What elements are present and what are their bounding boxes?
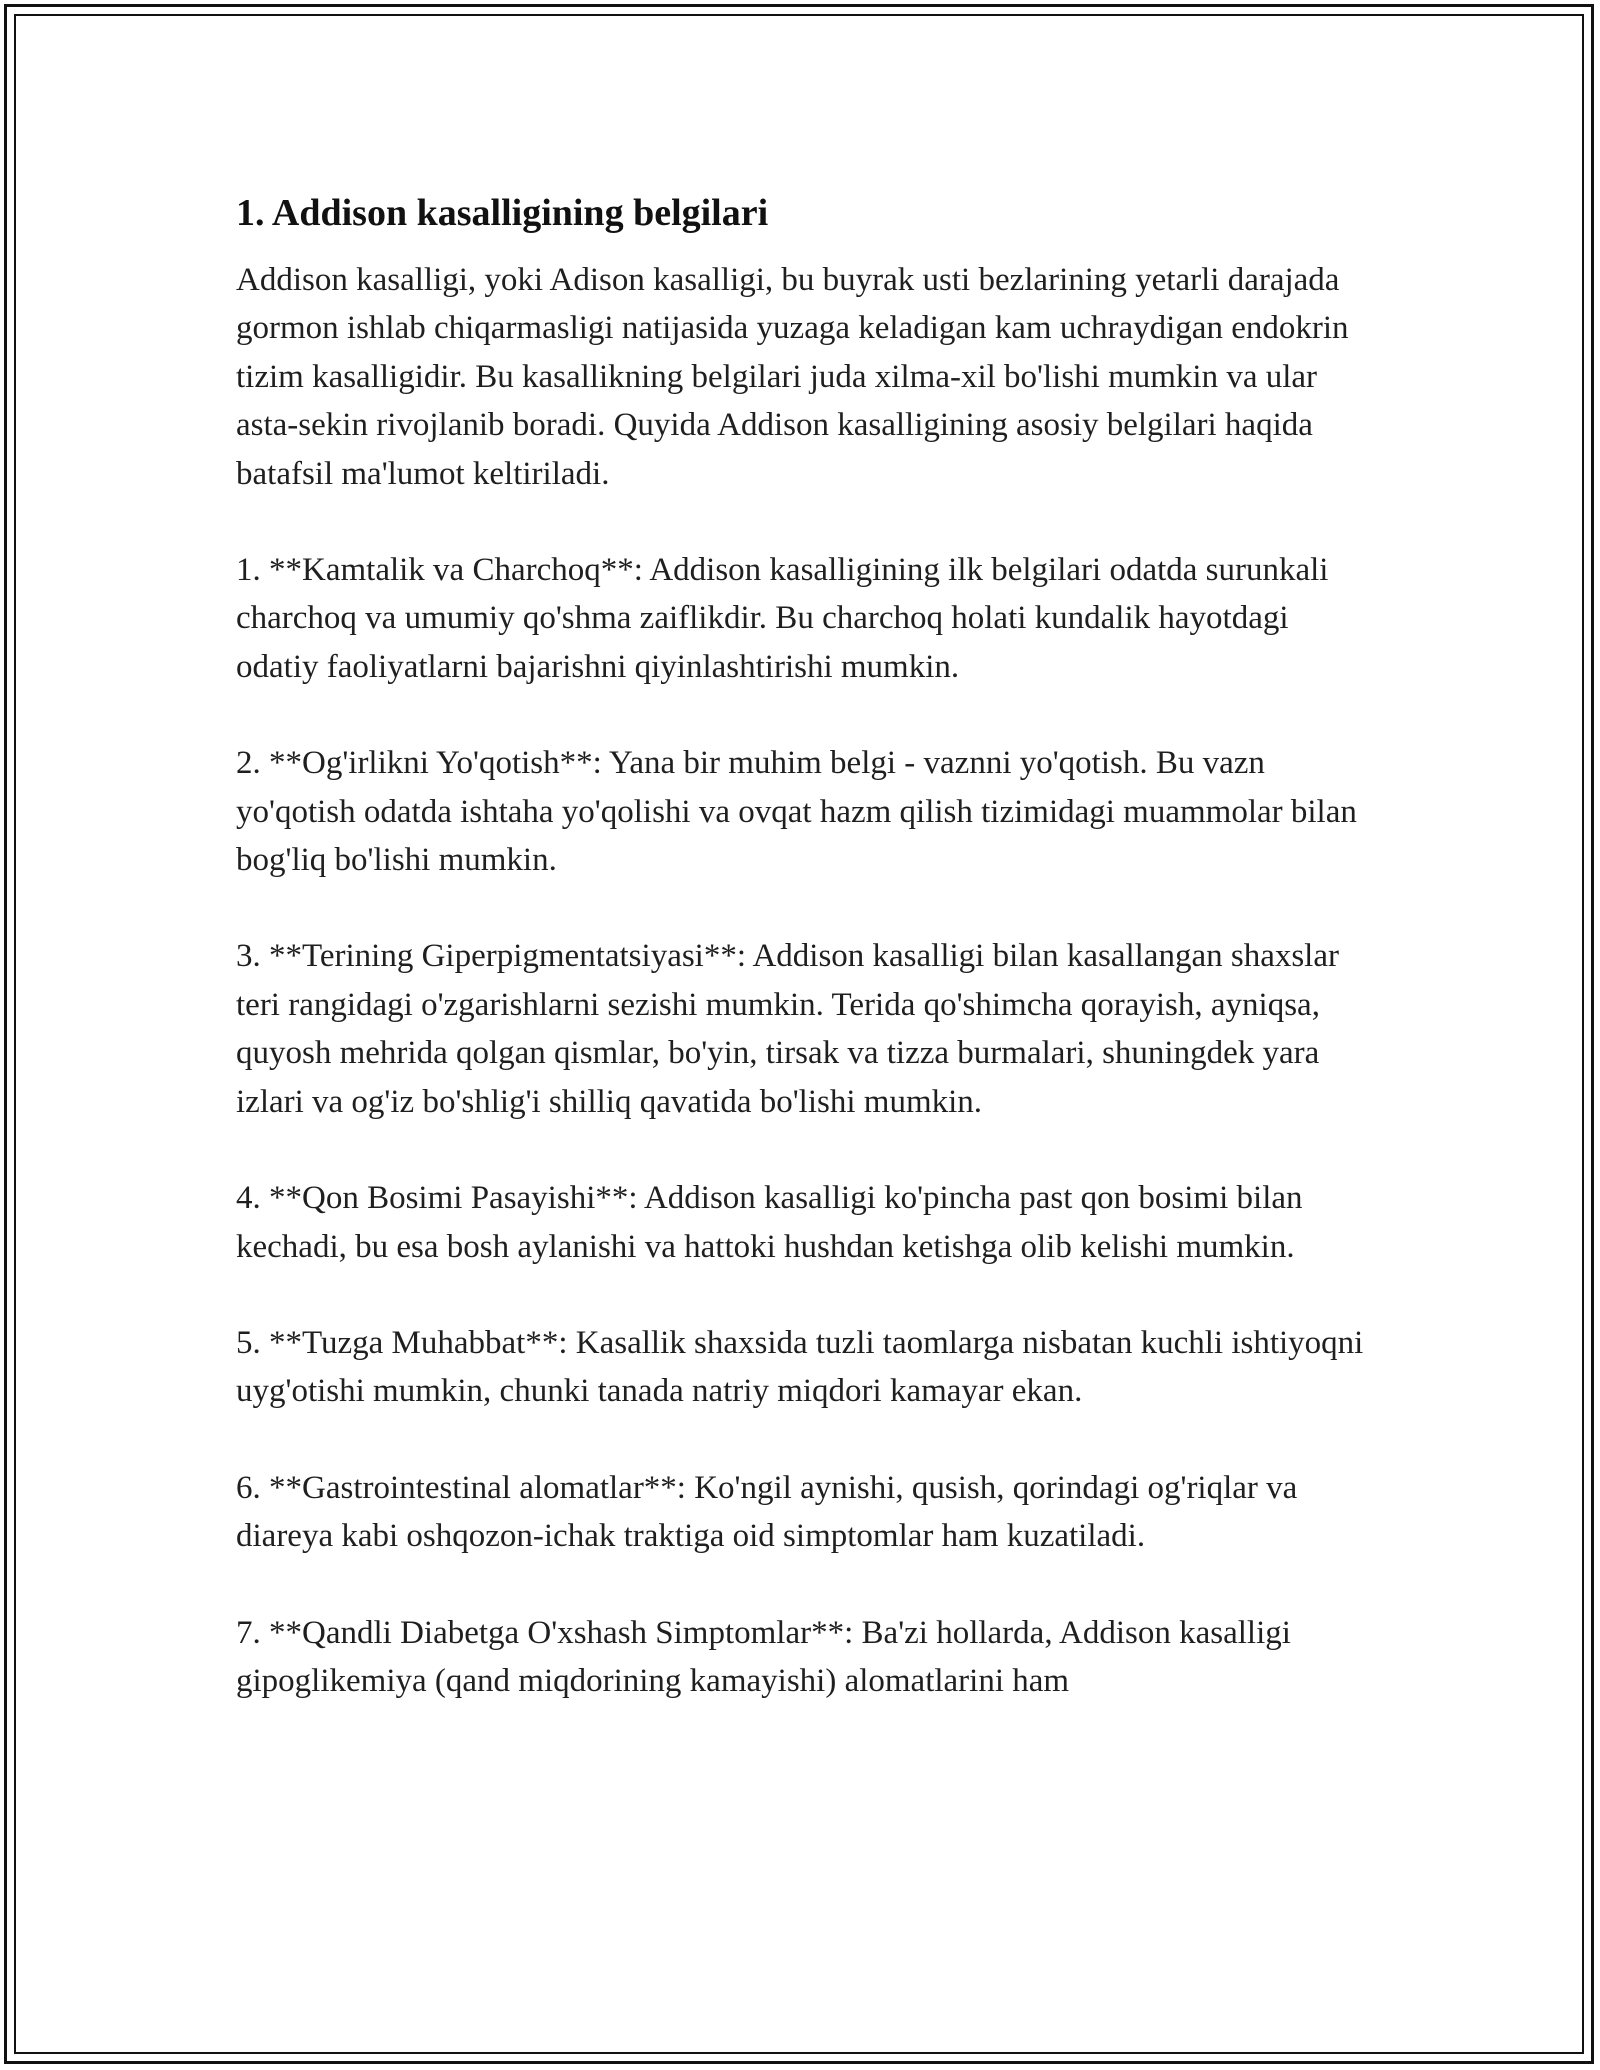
section-heading: 1. Addison kasalligining belgilari	[236, 192, 769, 234]
symptom-paragraph-2: 2. **Og'irlikni Yo'qotish**: Yana bir muhim belgi - vaznni yo'qotish. Bu vazn yo'qotish odatda ishtaha yo'qolishi va ovqat hazm qilish tizimidagi muammolar bilan bog'liq bo'lishi mumkin.	[236, 745, 1357, 879]
symptom-paragraph-6: 6. **Gastrointestinal alomatlar**: Ko'ngil aynishi, qusish, qorindagi og'riqlar va diareya kabi oshqozon-ichak traktiga oid simptomlar ham kuzatiladi.	[236, 1469, 1298, 1555]
symptom-paragraph-4: 4. **Qon Bosimi Pasayishi**: Addison kasalligi ko'pincha past qon bosimi bilan kechadi, bu esa bosh aylanishi va hattoki hushdan ketishga olib kelishi mumkin.	[236, 1180, 1303, 1265]
intro-paragraph: Addison kasalligi, yoki Adison kasalligi, bu buyrak usti bezlarining yetarli darajada gormon ishlab chiqarmasligi natijasida yuzaga keladigan kam uchraydigan endokrin tizim kasalligidir. Bu kasallikning belgilari juda xilma-xil bo'lishi mumkin va ular asta-sekin rivojlanib boradi. Quyida Addison kasalligining asosiy belgilari haqida batafsil ma'lumot keltiriladi.	[236, 262, 1349, 492]
symptom-paragraph-5: 5. **Tuzga Muhabbat**: Kasallik shaxsida tuzli taomlarga nisbatan kuchli ishtiyoqni uyg'otishi mumkin, chunki tanada natriy miqdori kamayar ekan.	[236, 1324, 1364, 1410]
symptom-paragraph-7: 7. **Qandli Diabetga O'xshash Simptomlar**: Ba'zi hollarda, Addison kasalligi gipoglikemiya (qand miqdorining kamayishi) alomatlarini ham	[236, 1614, 1291, 1699]
symptom-paragraph-1: 1. **Kamtalik va Charchoq**: Addison kasalligining ilk belgilari odatda surunkali charchoq va umumiy qo'shma zaiflikdir. Bu charchoq holati kundalik hayotdagi odatiy faoliyatlarni bajarishni qiyinlashtirishi mumkin.	[236, 552, 1329, 685]
symptom-paragraph-3: 3. **Terining Giperpigmentatsiyasi**: Addison kasalligi bilan kasallangan shaxslar teri rangidagi o'zgarishlarni sezishi mumkin. Terida qo'shimcha qorayish, ayniqsa, quyosh mehrida qolgan qismlar, bo'yin, tirsak va tizza burmalari, shuningdek yara izlari va og'iz bo'shlig'i shilliq qavatida bo'lishi mumkin.	[236, 938, 1339, 1120]
document-body	[236, 188, 1366, 1753]
